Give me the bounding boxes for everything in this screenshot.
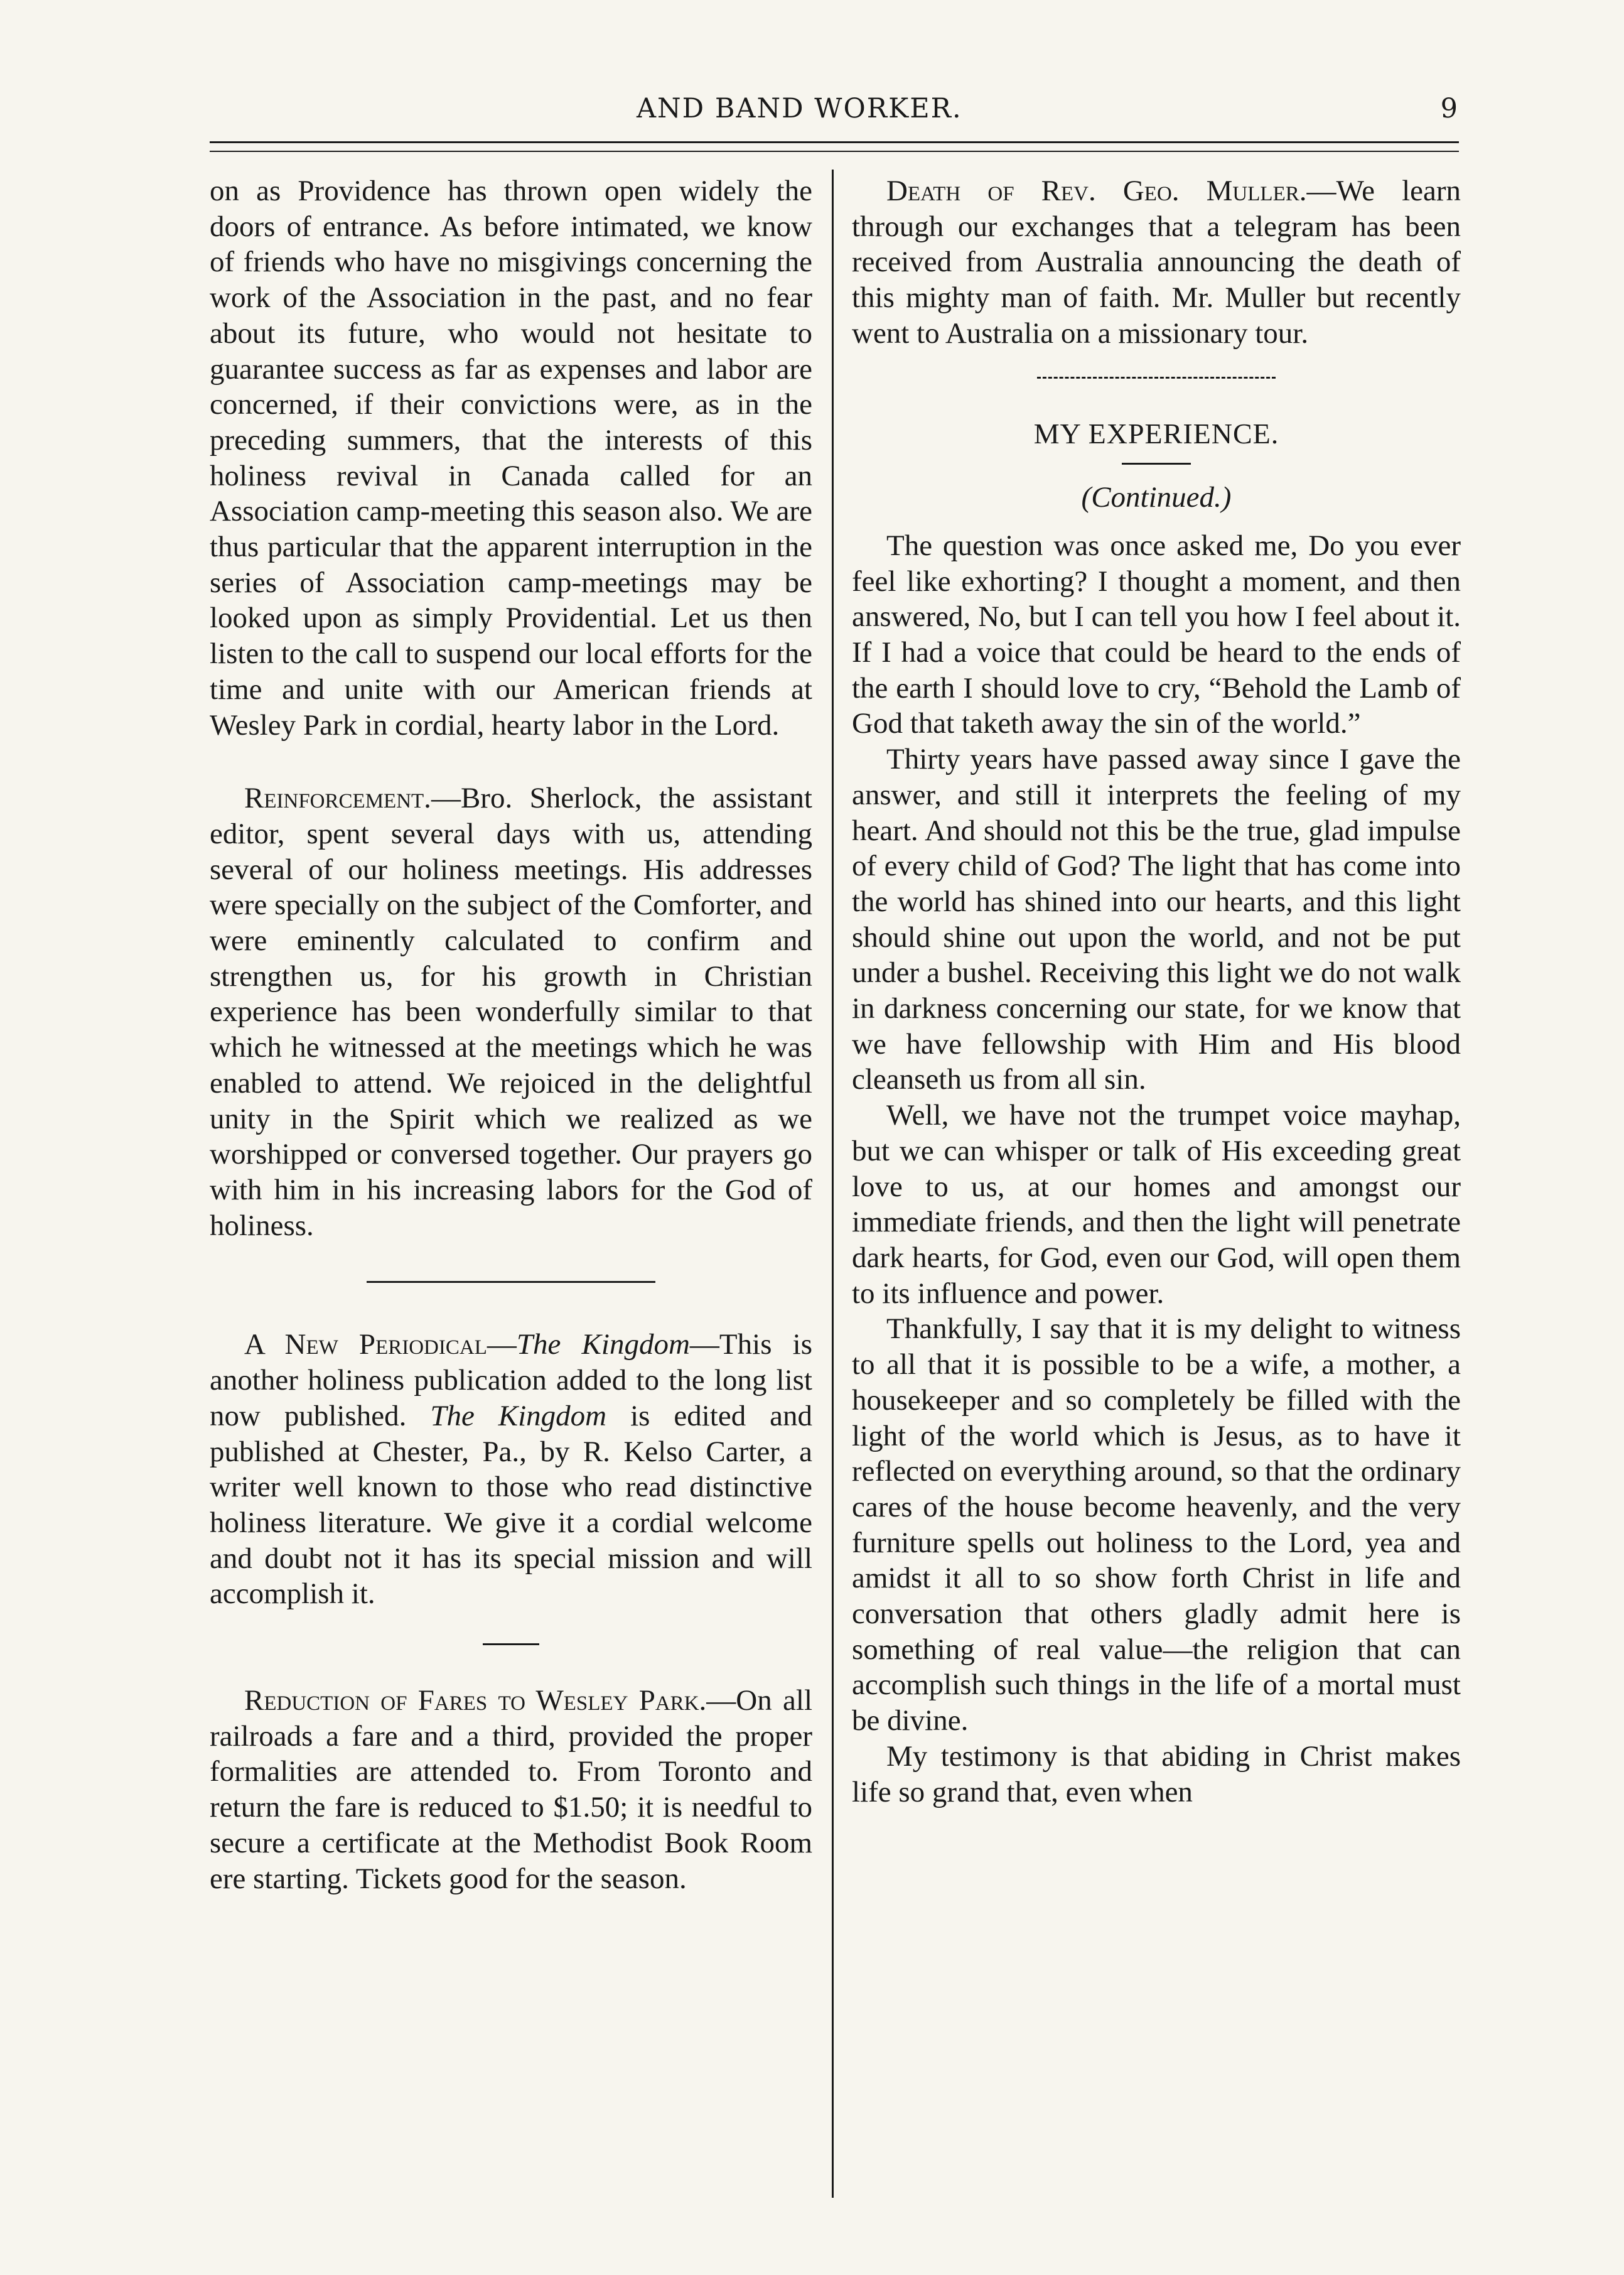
header-rule-thin: [210, 151, 1459, 152]
fares-body: —On all railroads a fare and a third, provided the proper formalities are attended to. From Toronto and return the fare is reduced to $1.50; it is needful to secure a certificate at the Methodist Book Room ere starting. Tickets good for the season.: [210, 1684, 812, 1895]
fares-paragraph: [210, 1683, 812, 1896]
section-divider: [483, 1643, 539, 1645]
running-title: AND BAND WORKER.: [637, 93, 962, 124]
periodical-name-2: The Kingdom: [430, 1399, 607, 1432]
column-divider: [832, 170, 834, 2198]
fares-title: Reduction of Fares to Wesley Park.: [244, 1684, 707, 1717]
heading-rule: [1122, 463, 1191, 465]
periodical-title: A New Periodical: [244, 1328, 487, 1361]
section-heading: MY EXPERIENCE.: [1033, 417, 1279, 450]
death-title: Death of Rev. Geo. Muller.: [886, 175, 1307, 207]
reinforcement-paragraph: [210, 781, 812, 1243]
reinforcement-body: —Bro. Sherlock, the assistant editor, spent several days with us, attending several of our holiness meetings. His addresses were specially on the subject of the Comforter, and were eminently calculated to confirm and strengthen us, for his growth in Christian experience has been wonderfully similar to that which he witnessed at the meetings which he was enabled to attend. We rejoiced in the delightful unity in the Spirit which we realized as we worshipped or conversed together. Our prayers go with him in his increasing labors for the God of holiness.: [210, 782, 812, 1242]
periodical-body-2: is edited and published at Chester, Pa., by R. Kelso Carter, a writer well known to those who read distinctive holiness literature. We give it a cordial welcome and doubt not it has its special mission and will accomplish it.: [210, 1399, 812, 1611]
periodical-paragraph: A New Periodical—The Kingdom—This is another holiness publication added to the long list now published. The Kingdom is edited and published at Chester, Pa., by R. Kelso Carter, a writer well known to those who read distinctive holiness literature. We give it a cordial welcome and doubt not it has its special mission and will accomplish it.: [210, 1328, 812, 1611]
header-rule-thick: [210, 141, 1459, 143]
running-header: [210, 93, 1459, 137]
death-paragraph: [852, 173, 1461, 352]
left-column: [210, 173, 812, 1896]
periodical-name: The Kingdom: [516, 1328, 690, 1361]
page-number: 9: [1440, 93, 1459, 124]
section-divider: [1037, 377, 1276, 379]
section-divider: [367, 1281, 655, 1283]
periodical-body-1: —This is another holiness publication added to the long list now published.: [210, 1328, 812, 1432]
right-column: [852, 173, 1461, 1810]
experience-paragraph-4: Thankfully, I say that it is my delight to witness to all that it is possible to be a wife, a mother, a housekeeper and so completely be filled with the light of the world which is Jesus, as to have it reflected on everything around, so that the ordinary cares of the house become heavenly, and the very furniture spells out holiness to the Lord, yea and amidst it all to so show forth Christ in life and conversation that others gladly admit here is something of real value—the religion that can accomplish such things in the life of a mortal must be divine.: [852, 1312, 1461, 1737]
death-body: —We learn through our exchanges that a telegram has been received from Australia announcing the death of this mighty man of faith. Mr. Muller but recently went to Australia on a missionary tour.: [852, 175, 1461, 350]
experience-paragraph-5: My testimony is that abiding in Christ makes life so grand that, even when: [852, 1739, 1461, 1808]
continued-note: (Continued.): [1081, 481, 1232, 514]
experience-paragraph-2: Thirty years have passed away since I gave the answer, and still it interprets the feeling of my heart. And should not this be the true, glad impulse of every child of God? The light that has come into the world has shined into our hearts, and this light should shine out upon the world, and not be put under a bushel. Receiving this light we do not walk in darkness concerning our state, for we know that we have fellowship with Him and His blood cleanseth us from all sin.: [852, 743, 1461, 1096]
left-paragraph-1: on as Providence has thrown open widely the doors of entrance. As before intimated, we know of friends who have no misgivings concerning the work of the Association in the past, and no fear about its future, who would not hesitate to guarantee success as far as expenses and labor are concerned, if their convictions were, as in the preceding summers, that the interests of this holiness revival in Canada called for an Association camp-meeting this season also. We are thus particular that the apparent interruption in the series of Association camp-meetings may be looked upon as simply Providential. Let us then listen to the call to suspend our local efforts for the time and unite with our American friends at Wesley Park in cordial, hearty labor in the Lord.: [210, 175, 812, 742]
experience-paragraph-3: Well, we have not the trumpet voice mayhap, but we can whisper or talk of His exceeding great love to us, at our homes and amongst our immediate friends, and then the light will penetrate dark hearts, for God, even our God, will open them to its influence and power.: [852, 1099, 1461, 1310]
reinforcement-title: Reinforcement.: [244, 782, 431, 815]
experience-paragraph-1: The question was once asked me, Do you ever feel like exhorting? I thought a moment, and then answered, No, but I can tell you how I feel about it. If I had a voice that could be heard to the ends of the earth I should love to cry, “Behold the Lamb of God that taketh away the sin of the world.”: [852, 529, 1461, 740]
spacer: [210, 743, 812, 781]
